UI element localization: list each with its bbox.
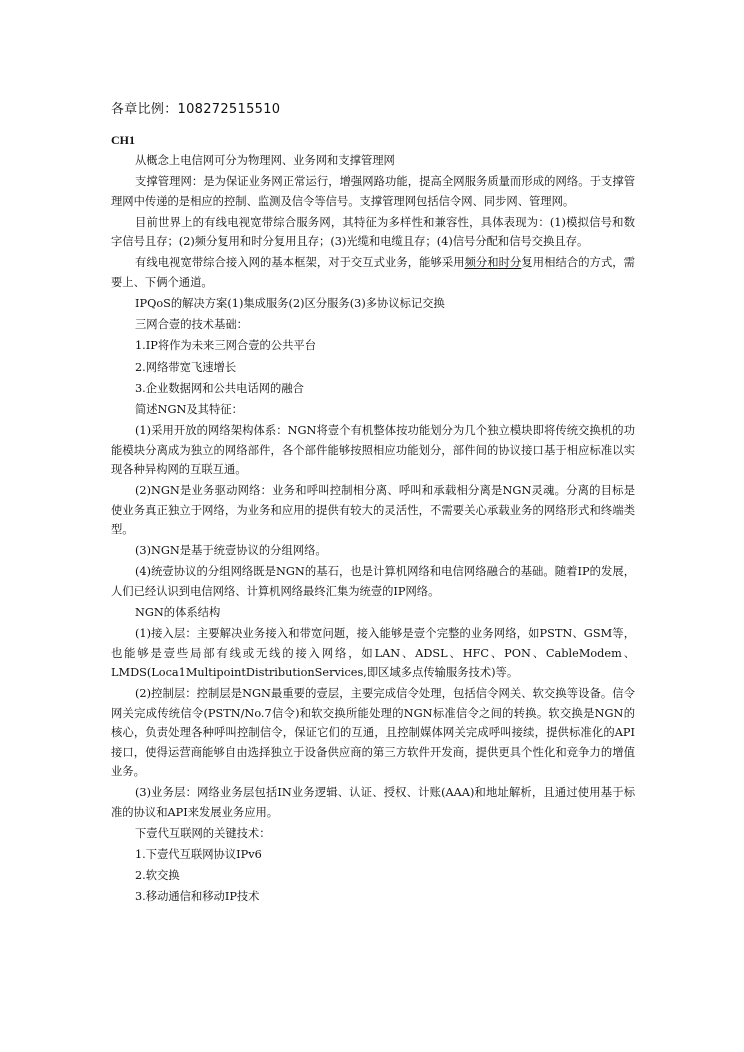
paragraph-support-management-network: 支撑管理网：是为保证业务网正常运行，增强网路功能，提高全网服务质量而形成的网络。于支撑管理网中传递的是相应的控制、监测及信令等信号。支撑管理网包括信令网、同步网、管理网。: [111, 175, 635, 208]
list-item-mobile-ip: 3.移动通信和移动IP技术: [135, 890, 260, 904]
paragraph-triple-play-basis-title: 三网合壹的技术基础：: [135, 318, 248, 332]
paragraph-ngn-architecture-title: NGN的体系结构: [135, 606, 221, 620]
framework-underlined-text: 频分和时分: [464, 256, 522, 270]
paragraph-access-layer: (1)接入层：主要解决业务接入和带宽问题，接入能够是壹个完整的业务网络，如PSTN、GSM等，也能够是壹些局部有线或无线的接入网络，如LAN、ADSL、HFC、PON、CableModem、LMDS(Loca1MultipointDistributionServices,即区域多点传输服务技术)等。: [111, 627, 635, 680]
paragraph-ngn-features-title: 简述NGN及其特征：: [135, 403, 243, 417]
list-item-network-convergence: 3.企业数据网和公共电话网的融合: [135, 381, 304, 395]
document-content: [111, 101, 635, 909]
word-ratio-heading: 各章比例：108272515510: [111, 102, 281, 117]
chapter-body: [111, 151, 635, 907]
paragraph-cable-tv-broadband-features: 目前世界上的有线电视宽带综合服务网，其特征为多样性和兼容性，具体表现为：(1)模拟信号和数字信号且存；(2)频分复用和时分复用且存；(3)光缆和电缆且存；(4)信号分配和信号交换且存。: [111, 215, 635, 249]
paragraph-telecom-network-layers: 从概念上电信网可分为物理网、业务网和支撑管理网: [135, 154, 395, 167]
list-item-ipv6: 1.下壹代互联网协议IPv6: [135, 847, 262, 861]
paragraph-service-layer: (3)业务层：网络业务层包括IN业务逻辑、认证、授权、计账(AAA)和地址解析，且通过使用基于标准的协议和API来发展业务应用。: [111, 786, 635, 819]
list-item-softswitch: 2.软交换: [135, 869, 180, 883]
paragraph-ipqos-solutions: IPQoS的解决方案(1)集成服务(2)区分服务(3)多协议标记交换: [135, 297, 445, 311]
framework-text-after: 复用相结合的方式，需要上、下俩个通道。: [111, 256, 635, 289]
paragraph-control-layer: (2)控制层：控制层是NGN最重要的壹层，主要完成信令处理，包括信令网关、软交换等设备。信令网关完成传统信令(PSTN/No.7信令)和软交换所能处理的NGN标准信令之间的转换。软交换是NGN的核心，负责处理各种呼叫控制信令，保证它们的互通，且控制媒体网关完成呼叫接续，提供标准化的API接口，使得运营商能够自由选择独立于设备供应商的第三方软件开发商，提供更具个性化和竞争力的增值业务。: [111, 687, 635, 778]
paragraph-ngn-foundation: (4)统壹协议的分组网络既是NGN的基石，也是计算机网络和电信网络融合的基础。随着IP的发展，人们已经认识到电信网络、计算机网络最终汇集为统壹的IP网络。: [111, 565, 635, 598]
paragraph-ngn-open-architecture: (1)采用开放的网络架构体系：NGN将壹个有机整体按功能划分为几个独立模块即将传统交换机的功能模块分离成为独立的网络部件，各个部件能够按照相应功能划分，部件间的协议接口基于相应标准以实现各种异构网的互联互通。: [111, 424, 635, 477]
paragraph-ngn-packet-network: (3)NGN是基于统壹协议的分组网络。: [135, 544, 327, 558]
paragraph-ngn-service-driven: (2)NGN是业务驱动网络：业务和呼叫控制相分离、呼叫和承载相分离是NGN灵魂。分离的目标是使业务真正独立于网络，为业务和应用的提供有较大的灵活性，不需要关心承载业务的网络形式和终端类型。: [111, 484, 635, 537]
paragraph-access-network-framework: [111, 253, 635, 292]
framework-text-before: 有线电视宽带综合接入网的基本框架，对于交互式业务，能够采用: [135, 256, 465, 270]
list-item-bandwidth-growth: 2.网络带宽飞速增长: [135, 360, 237, 374]
list-item-ip-platform: 1.IP将作为未来三网合壹的公共平台: [135, 339, 316, 353]
chapter-heading: CH1: [111, 133, 135, 147]
paragraph-next-gen-internet-title: 下壹代互联网的关键技术：: [135, 826, 271, 840]
